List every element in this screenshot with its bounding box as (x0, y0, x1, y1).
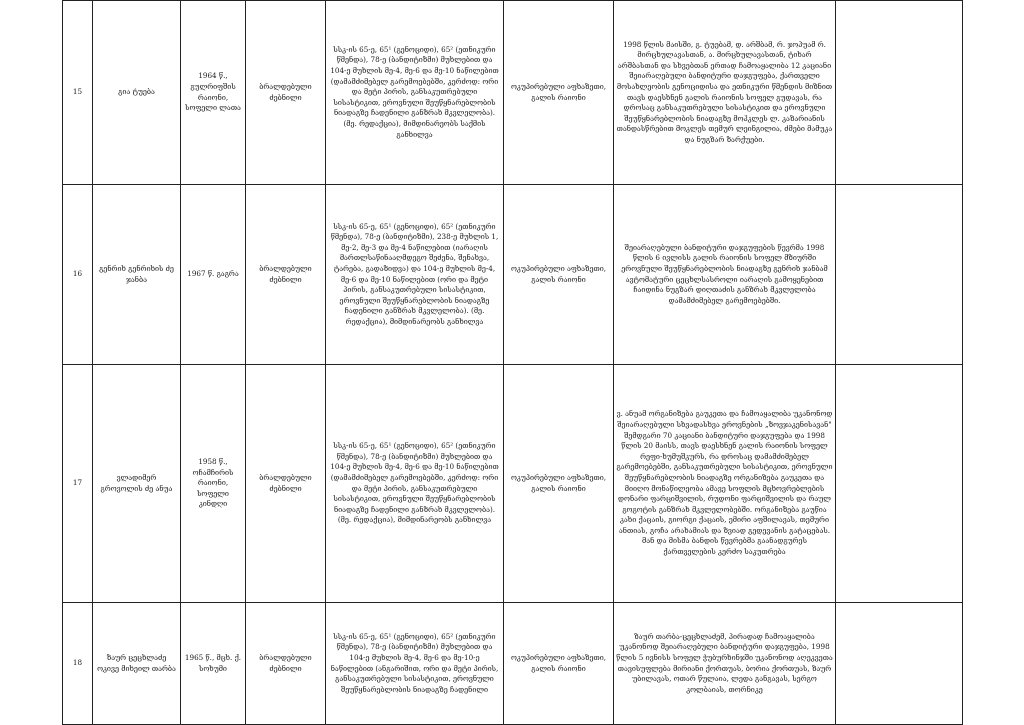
legal-status: ბრალდებული ძებნილი (246, 603, 326, 725)
person-name: ვლადიმერ გროვოლის ძე ანუა (93, 365, 181, 603)
crime-details: ვ. ანუამ ორგანიზება გაუკეთა და ჩამოაყალიბა უკანონოდ შეიარაღებული სხვადასხვა ეროვნების „ზოვჯაკენისავან" შემდგარი 70 კაციანი ბანდიტური დაჯგუფება და 1998 წლის 20 მაისს, თავს დაესხნენ გალის რაიონის სოფელ რეფი-ხუმუშკურს, რა დროსაც დამამძიმებელ გარემოებებში, განსაკუთრებული სისასტიკით, ეროვნული შეუწყნარებლობის ნიადაგზე ორგანიზება გაუკეთა და მიიღო მონაწილეობა ამავე სოფლის მცხოვრებლების დონარი ფარციშვილის, რუდონი ფარციშვილის და რაულ გოგოტის განზრახ მკვლელობებში. ორგანიზება გაუწია კახი ქაცაის, გიორგი ქაცაის, ემირი აფშილავას, თემური ანთიას, გოჩა არახამიას და ზვიად გედევანის გატაცებას. მან და მისმა ბანდის წევრებმა გაანადგურეს ქართველების კერძო საკუთრება (614, 365, 836, 603)
empty-cell (836, 185, 963, 365)
empty-cell (836, 1, 963, 185)
legal-status: ბრალდებული ძებნილი (246, 185, 326, 365)
crime-details: შეიარაღებული ბანდიტური დაჯგუფების წევრმა 1998 წლის 6 ივლისს გალის რაიონის სოფელ მზიურში ეროვნული შეუწყნარებლობის ნიადაგზე გენრიხ ჯანბამ ავტომატური ცეცხლსასროლი იარაღის გამოყენებით ჩაიდინა ნუგზარ დიღთაძის განზრახ მკვლელობა დამამძიმებელ გარემოებებში. (614, 185, 836, 365)
crime-details: 1998 წლის მაისში, გ. ტუებამ, დ. არშბამ, რ. ჯოპუამ რ. მირცხულავასთან, ა. მირცხულავასთან, ტიხარ არშბასთან და სხვებთან ერთად ჩამოაყალიბა 12 კაციანი შეიარაღებული ბანდიტური დაჯგუფება, ქართველი მოსახლეობის გენოციდისა და ეთნიკური წმენდის მიზნით თავს დაესხნენ გალის რაიონის სოფელ გუდავას, რა დროსაც განსაკუთრებული სისასტიკით და ეროვნული შეუწყნარებლობის ნიადაგზე მოჰკლეს ლ. კაზარიანის თანდასწრებით მოკლეს თემურ ლეინგილია, ძმები მამუკა და ნუგზარ ზარქუები. (614, 1, 836, 185)
row-number: 18 (63, 603, 93, 725)
person-name: ზაურ ცეცხლაძე ოკივე მიხეილ თარბა (93, 603, 181, 725)
birth-info: 1967 წ. გაგრა (181, 185, 246, 365)
wanted-persons-table (62, 0, 963, 725)
table-row (63, 1, 963, 185)
document-page (62, 0, 962, 721)
crime-location: ოკუპირებული აფხაზეთი, გალის რაიონი (504, 603, 614, 725)
birth-info: 1958 წ., ოჩამჩირის რაიონი, სოფელი კინდღი (181, 365, 246, 603)
row-number: 15 (63, 1, 93, 185)
criminal-charges: სსკ-ის 65-ე, 65¹ (გენოციდი), 65² (ეთნიკური წმენდა), 78-ე (ბანდიტიზმი) მუხლებით და 104-ე მუხლის მე-4, მე-6 და მე-10 ნაწილებით (დამამძიმებელ გარემოებებში, კერძოდ: ორი და მეტი პირის, განსაკუთრებული სისასტიკით, ეროვნული შეუწყნარებლობის ნიადაგზე ჩადენილი განზრახ მკვლელობა). (მე. რედაქცია), მიმდინარეობს განხილვა (326, 365, 504, 603)
empty-cell (836, 603, 963, 725)
criminal-charges: სსკ-ის 65-ე, 65¹ (გენოციდი), 65² (ეთნიკური წმენდა), 78-ე (ბანდიტიზმი), 238-ე მუხლის 1, მე-2, მე-3 და მე-4 ნაწილებით (იარაღის მართლსაწინააღმდეგო შეძენა, შენახვა, ტარება, გადაზიდვა) და 104-ე მუხლის მე-4, მე-6 და მე-10 ნაწილებით (ორი და მეტი პირის, განსაკუთრებული სისასტიკით, ეროვნული შეუწყნარებლობის ნიადაგზე ჩადენილი განზრახ მკვლელობა). (მე. რედაქცია), მიმდინარეობს განხილვა (326, 185, 504, 365)
birth-info: 1964 წ., გულრიფშის რაიონი, სოფელი ლათა (181, 1, 246, 185)
legal-status: ბრალდებული ძებნილი (246, 1, 326, 185)
crime-location: ოკუპირებული აფხაზეთი, გალის რაიონი (504, 365, 614, 603)
crime-location: ოკუპირებული აფხაზეთი, გალის რაიონი (504, 185, 614, 365)
crime-location: ოკუპირებული აფხაზეთი, გალის რაიონი (504, 1, 614, 185)
table-row (63, 603, 963, 725)
legal-status: ბრალდებული ძებნილი (246, 365, 326, 603)
person-name: გენრიხ გენრიხის ძე ჯანბა (93, 185, 181, 365)
criminal-charges: სსკ-ის 65-ე, 65¹ (გენოციდი), 65² (ეთნიკური წმენდა), 78-ე (ბანდიტიზმი) მუხლებით და 104-ე მუხლის მე-4, მე-6 და მე-10 ნაწილებით (დამამძიმებელ გარემოებებში, კერძოდ: ორი და მეტი პირის, განსაკუთრებული სისასტიკით, ეროვნული შეუწყნარებლობის ნიადაგზე ჩადენილი განზრახ მკვლელობა). (მე. რედაქცია), მიმდინარეობს საქმის განხილვა (326, 1, 504, 185)
empty-cell (836, 365, 963, 603)
row-number: 17 (63, 365, 93, 603)
person-name: გია ტუება (93, 1, 181, 185)
criminal-charges: სსკ-ის 65-ე, 65¹ (გენოციდი), 65² (ეთნიკური წმენდა), 78-ე (ბანდიტიზმი) მუხლებით და 104-ე მუხლის მე-4, მე-6 და მე-10-ე ნაწილებით (ანგარიშით, ორი და მეტი პირის, განსაკუთრებული სისასტიკით, ეროვნული შეუწყნარებლობის ნიადაგზე ჩადენილი (330, 631, 499, 694)
table-row (63, 365, 963, 603)
birth-info: 1965 წ., მცხ. ქ. სოხუმი (181, 603, 246, 725)
crime-details: ზაურ თარბა-ცეცხლაძემ, პირადად ჩამოაყალიბა უკანონოდ შეიარაღებული ბანდიტური დაჯგუფება, 1998 წლის 5 ივნისს სოფელ ჭუბურხინჯში უკანონოდ აღეკვეთა თავისუფლება მირიანი ქორთუას, ბორია ქორთუას, ზაურ უბილავას, ოთარ წულაია, ლედა განგავას, სერგო კოლბაიას, თორნიკე (616, 631, 833, 694)
table-row (63, 185, 963, 365)
row-number: 16 (63, 185, 93, 365)
